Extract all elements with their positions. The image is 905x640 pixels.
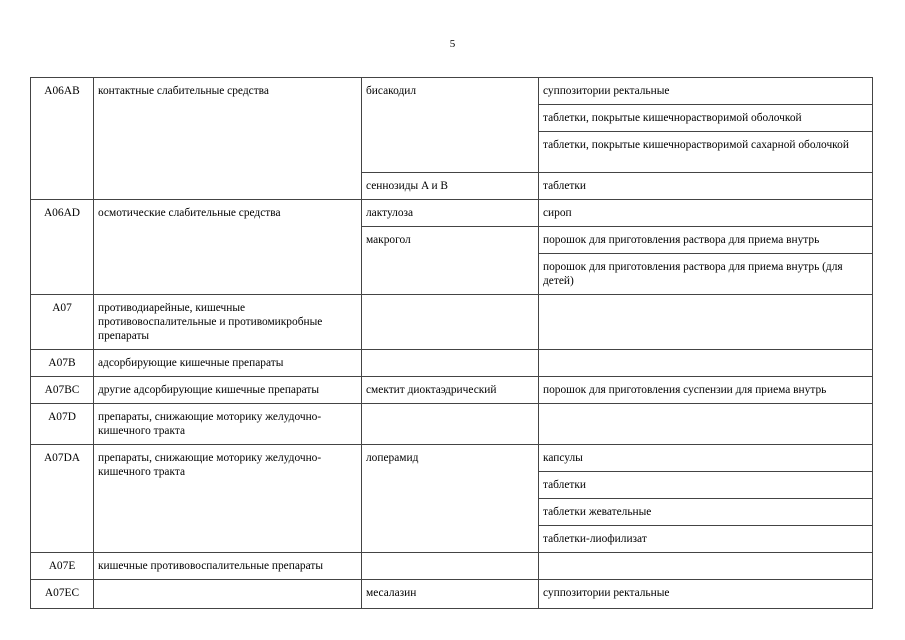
group-name-cell: препараты, снижающие моторику желудочно-кишечного тракта bbox=[94, 445, 362, 553]
drug-table bbox=[30, 77, 873, 609]
group-name-cell: противодиарейные, кишечные противовоспалительные и противомикробные препараты bbox=[94, 295, 362, 350]
dosage-form-cell: капсулы bbox=[539, 445, 873, 472]
group-name-cell: другие адсорбирующие кишечные препараты bbox=[94, 377, 362, 404]
atc-code-cell: A07BC bbox=[31, 377, 94, 404]
atc-code-cell: A06AB bbox=[31, 78, 94, 200]
group-name-cell bbox=[94, 580, 362, 609]
table-row bbox=[31, 553, 873, 580]
substance-cell bbox=[362, 350, 539, 377]
dosage-form-cell: таблетки, покрытые кишечнорастворимой оболочкой bbox=[539, 105, 873, 132]
table-row bbox=[31, 200, 873, 227]
group-name-cell: осмотические слабительные средства bbox=[94, 200, 362, 295]
substance-cell bbox=[362, 553, 539, 580]
table-row bbox=[31, 350, 873, 377]
dosage-form-cell: суппозитории ректальные bbox=[539, 580, 873, 609]
dosage-form-cell: порошок для приготовления раствора для приема внутрь bbox=[539, 227, 873, 254]
dosage-form-cell bbox=[539, 404, 873, 445]
substance-cell: лактулоза bbox=[362, 200, 539, 227]
substance-cell: сеннозиды A и B bbox=[362, 173, 539, 200]
dosage-form-cell: порошок для приготовления суспензии для приема внутрь bbox=[539, 377, 873, 404]
atc-code-cell: A07D bbox=[31, 404, 94, 445]
substance-cell: бисакодил bbox=[362, 78, 539, 173]
page-number: 5 bbox=[449, 38, 456, 50]
atc-code-cell: A07 bbox=[31, 295, 94, 350]
atc-code-cell: A06AD bbox=[31, 200, 94, 295]
substance-cell: месалазин bbox=[362, 580, 539, 609]
table-row bbox=[31, 580, 873, 609]
dosage-form-cell: таблетки bbox=[539, 472, 873, 499]
dosage-form-cell: таблетки-лиофилизат bbox=[539, 526, 873, 553]
table-row bbox=[31, 78, 873, 105]
dosage-form-cell: таблетки bbox=[539, 173, 873, 200]
substance-cell: смектит диоктаэдрический bbox=[362, 377, 539, 404]
dosage-form-cell bbox=[539, 350, 873, 377]
atc-code-cell: A07EC bbox=[31, 580, 94, 609]
table-row bbox=[31, 404, 873, 445]
group-name-cell: контактные слабительные средства bbox=[94, 78, 362, 200]
table-row bbox=[31, 295, 873, 350]
table-row bbox=[31, 445, 873, 472]
dosage-form-cell: сироп bbox=[539, 200, 873, 227]
atc-code-cell: A07E bbox=[31, 553, 94, 580]
substance-cell bbox=[362, 295, 539, 350]
group-name-cell: адсорбирующие кишечные препараты bbox=[94, 350, 362, 377]
dosage-form-cell: таблетки жевательные bbox=[539, 499, 873, 526]
substance-cell bbox=[362, 404, 539, 445]
dosage-form-cell: порошок для приготовления раствора для приема внутрь (для детей) bbox=[539, 254, 873, 295]
group-name-cell: кишечные противовоспалительные препараты bbox=[94, 553, 362, 580]
atc-code-cell: A07B bbox=[31, 350, 94, 377]
dosage-form-cell bbox=[539, 295, 873, 350]
dosage-form-cell bbox=[539, 553, 873, 580]
substance-cell: макрогол bbox=[362, 227, 539, 295]
group-name-cell: препараты, снижающие моторику желудочно-кишечного тракта bbox=[94, 404, 362, 445]
dosage-form-cell: суппозитории ректальные bbox=[539, 78, 873, 105]
table-row bbox=[31, 377, 873, 404]
dosage-form-cell: таблетки, покрытые кишечнорастворимой сахарной оболочкой bbox=[539, 132, 873, 173]
substance-cell: лоперамид bbox=[362, 445, 539, 553]
atc-code-cell: A07DA bbox=[31, 445, 94, 553]
